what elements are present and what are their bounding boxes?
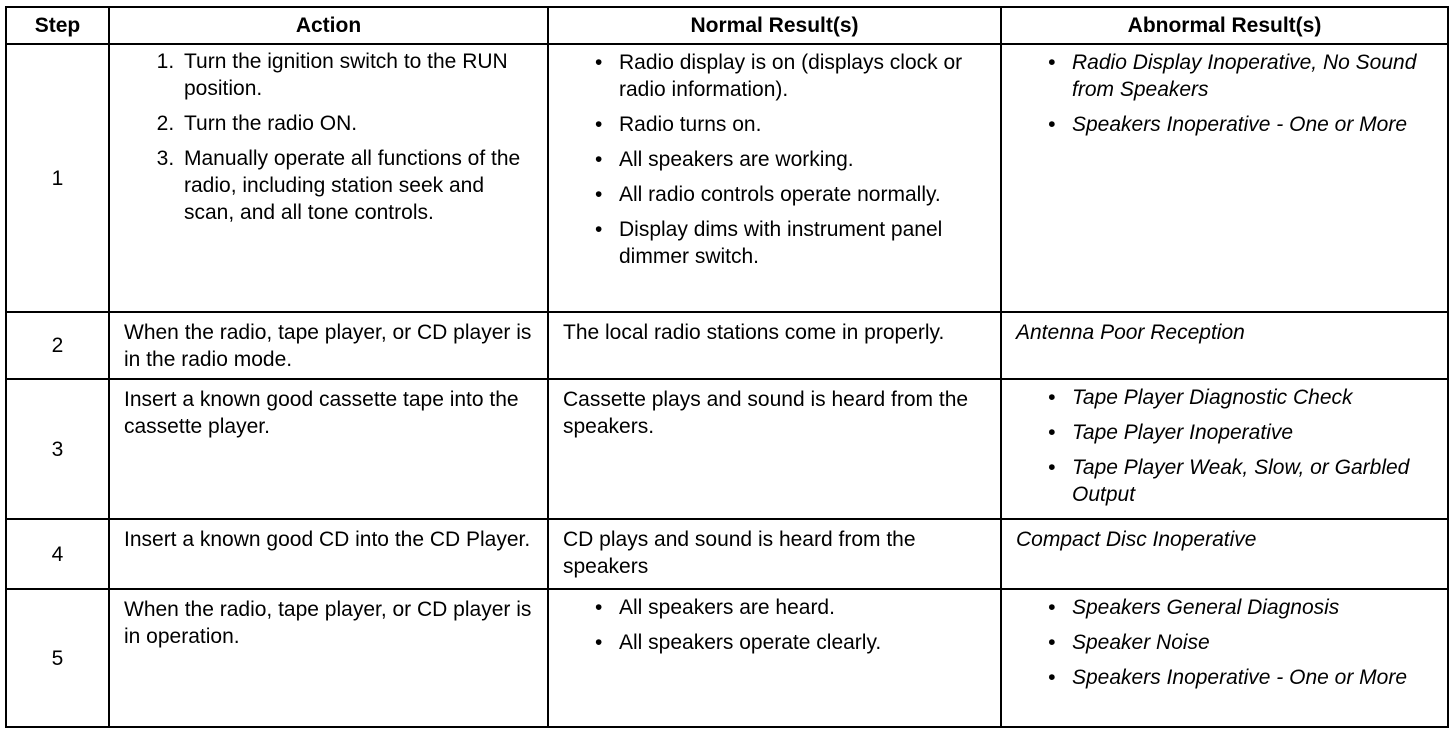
table-row xyxy=(6,44,1448,312)
normal-result-text: Display dims with instrument panel dimmer switch. xyxy=(619,218,943,268)
table-row xyxy=(6,312,1448,379)
normal-results-cell xyxy=(548,519,1001,589)
step-number: 5 xyxy=(6,589,109,727)
abnormal-results-cell xyxy=(1001,379,1448,519)
action-steps-list xyxy=(110,45,547,226)
abnormal-result-link[interactable]: Compact Disc Inoperative xyxy=(1016,528,1257,551)
diagnostic-table xyxy=(5,6,1449,728)
list-item xyxy=(595,49,986,103)
bullet-icon: • xyxy=(1048,666,1056,689)
action-step: 2. Turn the radio ON. xyxy=(180,110,533,137)
bullet-icon: • xyxy=(1048,421,1056,444)
abnormal-results-cell xyxy=(1001,312,1448,379)
header-action: Action xyxy=(109,7,548,44)
table-row xyxy=(6,519,1448,589)
list-item xyxy=(1048,454,1433,508)
abnormal-result-link[interactable]: Tape Player Diagnostic Check xyxy=(1072,386,1353,409)
bullet-icon: • xyxy=(595,631,603,654)
normal-results-cell xyxy=(548,312,1001,379)
table-row xyxy=(6,379,1448,519)
abnormal-result-link[interactable]: Tape Player Weak, Slow, or Garbled Output xyxy=(1072,456,1410,506)
normal-result-text: All speakers are working. xyxy=(619,148,854,171)
header-normal-results: Normal Result(s) xyxy=(548,7,1001,44)
normal-result-text: The local radio stations come in properly. xyxy=(563,321,945,344)
normal-result-text: Cassette plays and sound is heard from the speakers. xyxy=(563,388,969,438)
list-item xyxy=(1048,594,1433,621)
step-number: 2 xyxy=(6,312,109,379)
normal-results-cell xyxy=(548,44,1001,312)
normal-results-cell xyxy=(548,589,1001,727)
bullet-icon: • xyxy=(595,596,603,619)
table-row xyxy=(6,589,1448,727)
step-number: 4 xyxy=(6,519,109,589)
header-abnormal-results: Abnormal Result(s) xyxy=(1001,7,1448,44)
bullet-icon: • xyxy=(595,218,603,241)
normal-result-text: CD plays and sound is heard from the speakers xyxy=(563,528,916,578)
header-row xyxy=(6,7,1448,44)
action-text: When the radio, tape player, or CD player is in the radio mode. xyxy=(124,321,532,371)
normal-results-list xyxy=(549,590,1000,656)
list-item xyxy=(1048,629,1433,656)
action-cell xyxy=(109,312,548,379)
normal-result-text: Radio display is on (displays clock or radio information). xyxy=(619,51,963,101)
normal-results-list xyxy=(549,45,1000,270)
abnormal-result-link[interactable]: Speakers Inoperative - One or More xyxy=(1072,666,1407,689)
bullet-icon: • xyxy=(595,51,603,74)
action-step: 1. Turn the ignition switch to the RUN position. xyxy=(180,48,533,102)
action-cell xyxy=(109,379,548,519)
action-cell xyxy=(109,44,548,312)
list-item xyxy=(595,629,986,656)
header-step: Step xyxy=(6,7,109,44)
abnormal-results-list xyxy=(1002,380,1447,508)
bullet-icon: • xyxy=(595,183,603,206)
abnormal-results-cell xyxy=(1001,44,1448,312)
abnormal-result-link[interactable]: Speaker Noise xyxy=(1072,631,1210,654)
normal-result-text: All radio controls operate normally. xyxy=(619,183,941,206)
abnormal-result-link[interactable]: Speakers Inoperative - One or More xyxy=(1072,113,1407,136)
normal-result-text: Radio turns on. xyxy=(619,113,762,136)
step-number: 1 xyxy=(6,44,109,312)
normal-result-text: All speakers operate clearly. xyxy=(619,631,882,654)
bullet-icon: • xyxy=(1048,456,1056,479)
action-text: Insert a known good CD into the CD Player. xyxy=(124,528,531,551)
action-cell xyxy=(109,589,548,727)
abnormal-results-list xyxy=(1002,590,1447,691)
abnormal-results-cell xyxy=(1001,589,1448,727)
action-step: 3. Manually operate all functions of the radio, including station seek and scan, and all tone controls. xyxy=(180,145,533,226)
abnormal-result-link[interactable]: Speakers General Diagnosis xyxy=(1072,596,1340,619)
step-number: 3 xyxy=(6,379,109,519)
action-text: Insert a known good cassette tape into the cassette player. xyxy=(124,388,519,438)
bullet-icon: • xyxy=(595,113,603,136)
normal-result-text: All speakers are heard. xyxy=(619,596,835,619)
list-item xyxy=(1048,664,1433,691)
action-cell xyxy=(109,519,548,589)
list-item xyxy=(595,181,986,208)
normal-results-cell xyxy=(548,379,1001,519)
list-item xyxy=(595,111,986,138)
list-item xyxy=(595,216,986,270)
abnormal-results-cell xyxy=(1001,519,1448,589)
bullet-icon: • xyxy=(1048,386,1056,409)
list-item xyxy=(1048,419,1433,446)
bullet-icon: • xyxy=(1048,631,1056,654)
abnormal-result-link[interactable]: Antenna Poor Reception xyxy=(1016,321,1245,344)
list-item xyxy=(1048,384,1433,411)
list-item xyxy=(595,146,986,173)
abnormal-result-link[interactable]: Tape Player Inoperative xyxy=(1072,421,1294,444)
bullet-icon: • xyxy=(1048,51,1056,74)
list-item xyxy=(1048,111,1433,138)
list-item xyxy=(1048,49,1433,103)
bullet-icon: • xyxy=(595,148,603,171)
list-item xyxy=(595,594,986,621)
action-text: When the radio, tape player, or CD player is in operation. xyxy=(124,598,532,648)
bullet-icon: • xyxy=(1048,596,1056,619)
bullet-icon: • xyxy=(1048,113,1056,136)
abnormal-results-list xyxy=(1002,45,1447,138)
abnormal-result-link[interactable]: Radio Display Inoperative, No Sound from Speakers xyxy=(1072,51,1417,101)
